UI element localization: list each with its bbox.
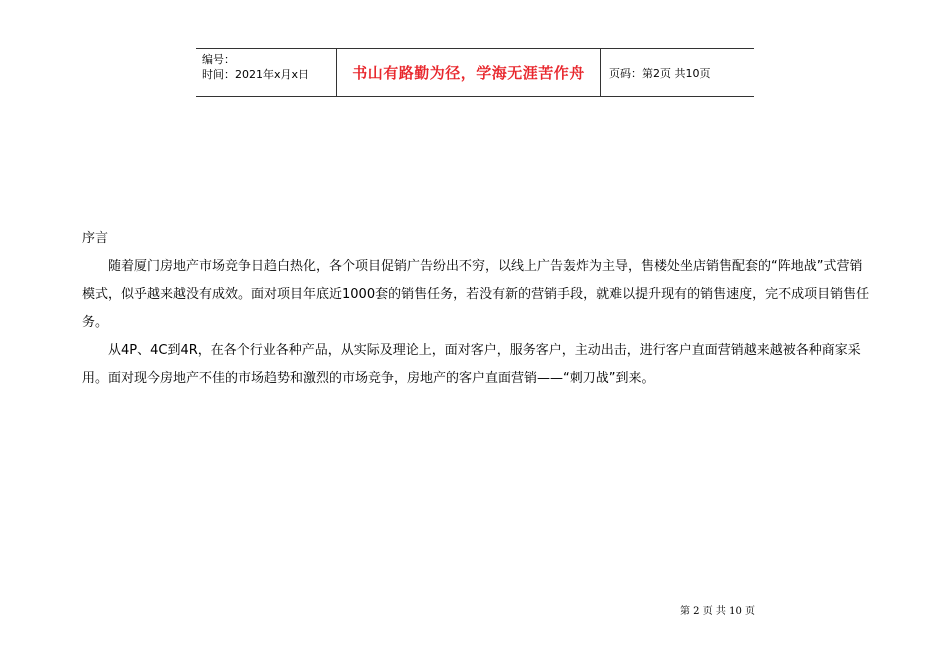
header-page-cell (601, 49, 754, 96)
header-motto-cell (337, 49, 601, 96)
document-header (196, 48, 754, 97)
header-meta-cell (196, 49, 337, 96)
page-footer: 第 2 页 共 10 页 (680, 606, 755, 617)
document-date: 时间：2021年x月x日 (202, 68, 310, 81)
document-body (82, 225, 872, 393)
body-paragraph-2: 从4P、4C到4R，在各个行业各种产品，从实际及理论上，面对客户，服务客户，主动出击，进行客户直面营销越来越被各种商家采用。面对现今房地产不佳的市场趋势和激烈的市场竞争，房地产的客户直面营销——“刺刀战”到来。 (82, 343, 861, 386)
section-heading: 序言 (82, 231, 109, 246)
header-page-code: 页码：第2页 共10页 (609, 66, 711, 80)
document-number-label: 编号： (202, 53, 235, 66)
header-motto: 书山有路勤为径，学海无涯苦作舟 (352, 64, 585, 82)
body-paragraph-1: 随着厦门房地产市场竞争日趋白热化，各个项目促销广告纷出不穷，以线上广告轰炸为主导，售楼处坐店销售配套的“阵地战”式营销模式，似乎越来越没有成效。面对项目年底近1000套的销售任务，若没有新的营销手段，就难以提升现有的销售速度，完不成项目销售任务。 (82, 259, 870, 330)
